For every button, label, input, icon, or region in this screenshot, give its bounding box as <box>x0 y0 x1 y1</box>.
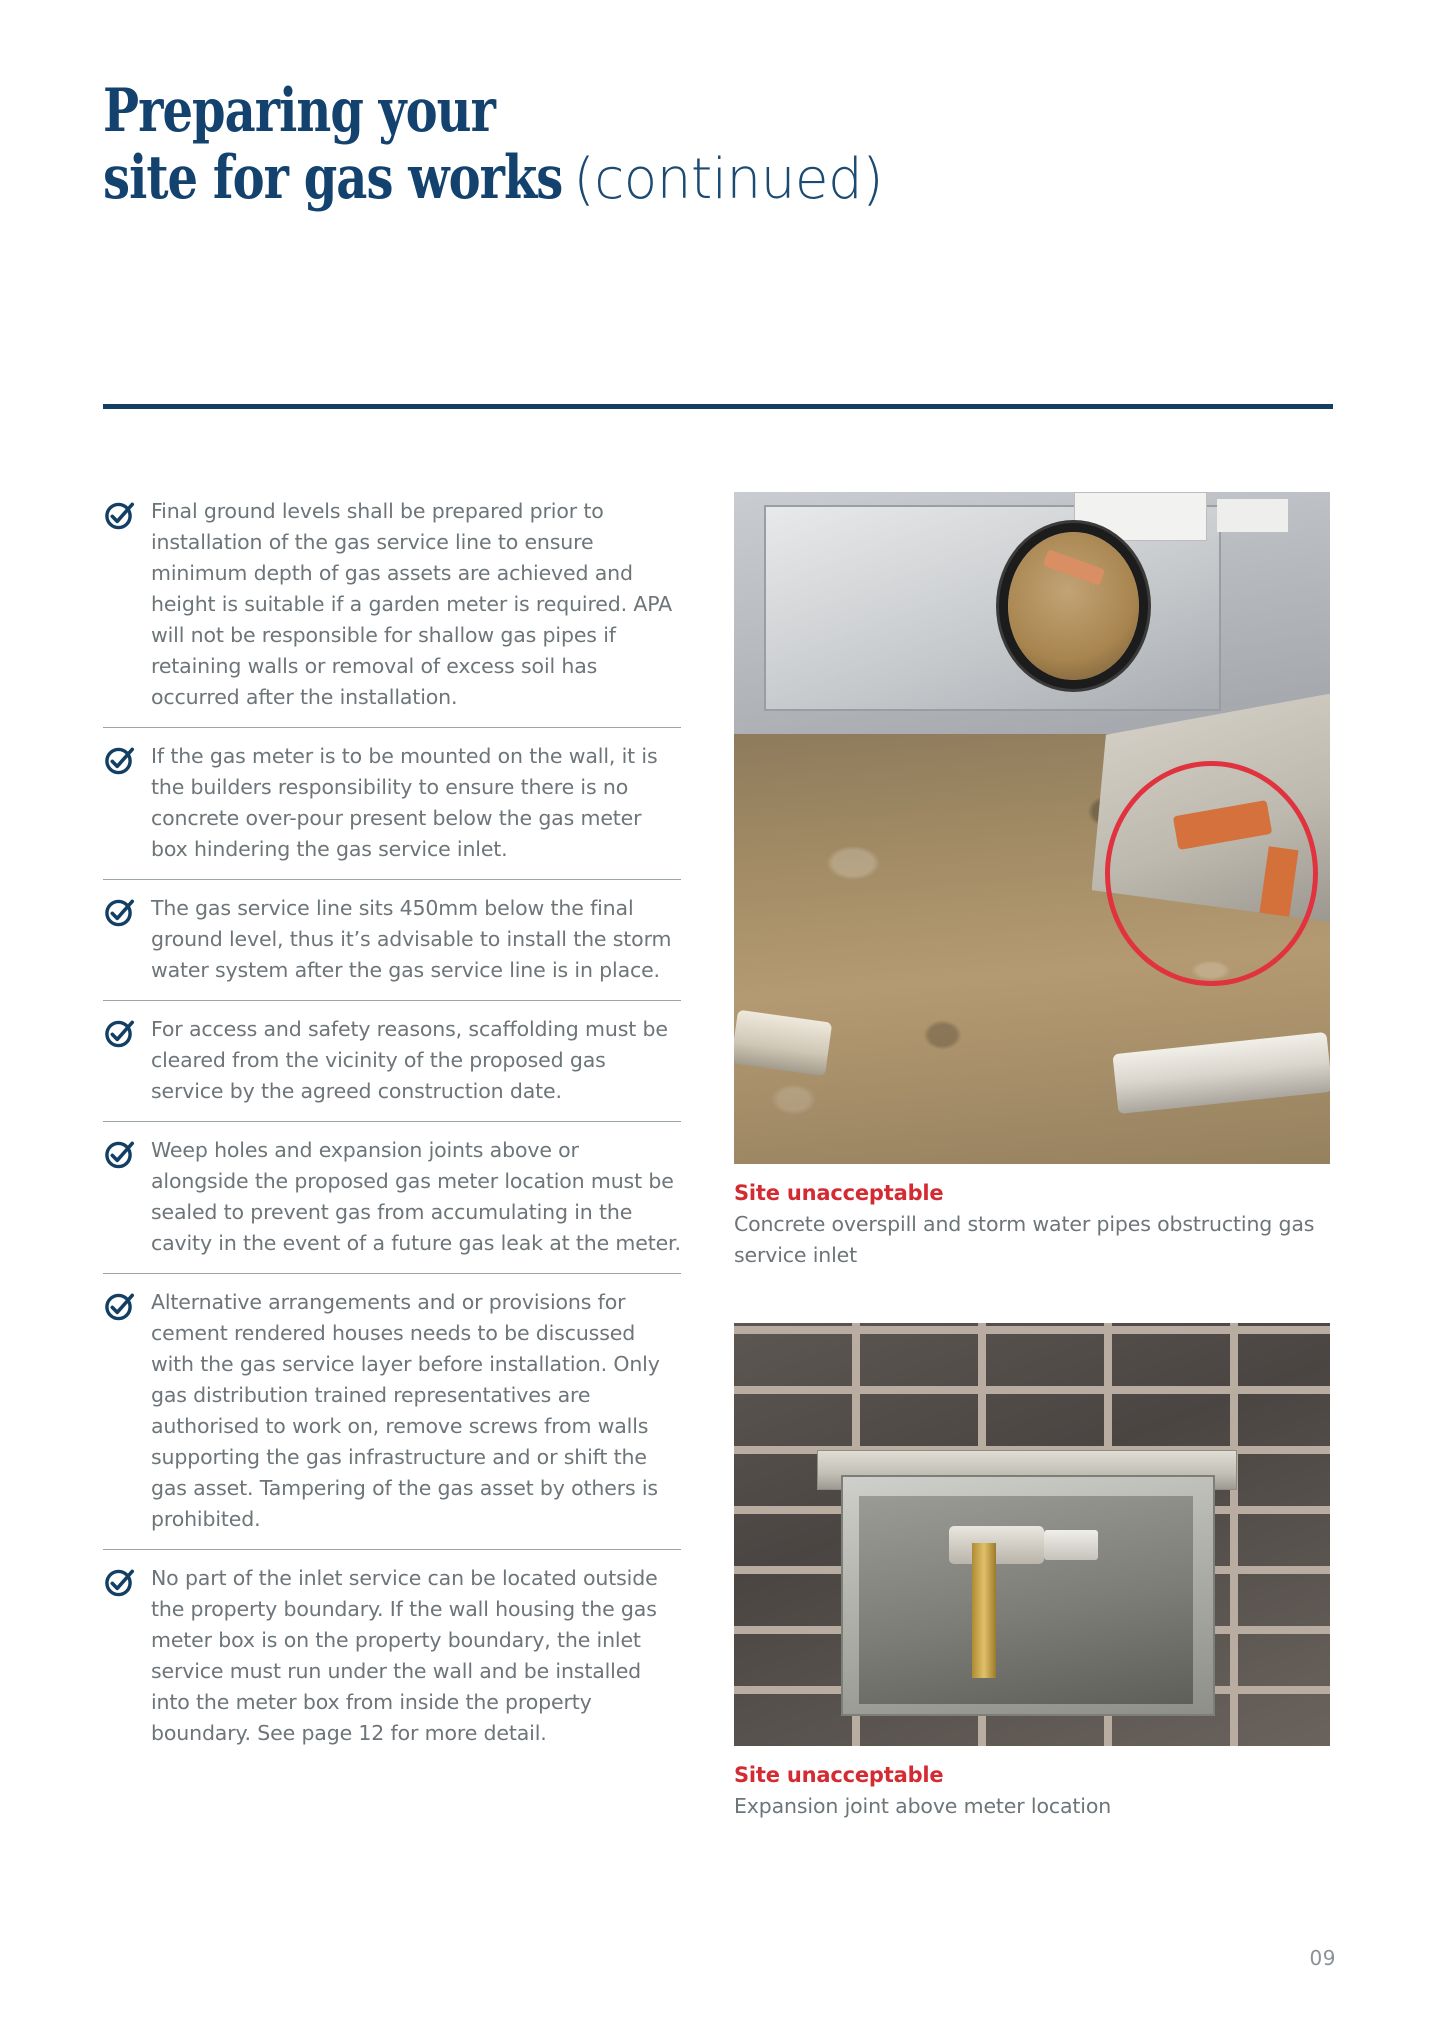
list-item-text: Weep holes and expansion joints above or alongside the proposed gas meter location must be sealed to prevent gas from accumulating in the cavity in the event of a future gas leak at the meter. <box>151 1138 681 1255</box>
page-title-line-2-main: site for gas works <box>103 143 563 214</box>
list-item <box>103 1550 681 1763</box>
list-item <box>103 492 681 728</box>
figure-1-caption-title: Site unacceptable <box>734 1181 944 1205</box>
title-divider-rule <box>103 404 1333 409</box>
page-title <box>103 78 1303 212</box>
check-circle-icon <box>103 1016 137 1050</box>
list-item <box>103 1274 681 1550</box>
check-circle-icon <box>103 498 137 532</box>
list-item <box>103 1122 681 1274</box>
page-number: 09 <box>1309 1946 1336 1970</box>
list-item <box>103 728 681 880</box>
list-item-text: If the gas meter is to be mounted on the wall, it is the builders responsibility to ensure there is no concrete over-pour present below the gas meter box hindering the gas service inlet. <box>151 744 658 861</box>
figure-1 <box>734 492 1330 1271</box>
list-item-text: Alternative arrangements and or provisions for cement rendered houses needs to be discussed with the gas service layer before installation. Only gas distribution trained representatives are authorised to work on, remove screws from walls supporting the gas infrastructure and or shift the gas asset. Tampering of the gas asset by others is prohibited. <box>151 1290 660 1531</box>
bullet-list <box>103 492 681 1763</box>
check-circle-icon <box>103 1289 137 1323</box>
figure-2 <box>734 1323 1330 1822</box>
list-item <box>103 1001 681 1122</box>
figure-2-caption-title: Site unacceptable <box>734 1763 944 1787</box>
list-item-text: For access and safety reasons, scaffolding must be cleared from the vicinity of the proposed gas service by the agreed construction date. <box>151 1017 668 1103</box>
page-title-line-1: Preparing your <box>103 76 495 146</box>
figure-1-caption-body: Concrete overspill and storm water pipes obstructing gas service inlet <box>734 1212 1315 1267</box>
photo-expansion-joint <box>734 1323 1330 1746</box>
figure-column <box>734 492 1330 1822</box>
page-title-line-2 <box>103 145 1063 212</box>
list-item <box>103 880 681 1001</box>
check-circle-icon <box>103 1565 137 1599</box>
list-item-text: The gas service line sits 450mm below the final ground level, thus it’s advisable to install the storm water system after the gas service line is in place. <box>151 896 672 982</box>
check-circle-icon <box>103 895 137 929</box>
page-title-continued: (continued) <box>573 147 884 213</box>
list-item-text: Final ground levels shall be prepared prior to installation of the gas service line to ensure minimum depth of gas assets are achieved and height is suitable if a garden meter is required. APA will not be responsible for shallow gas pipes if retaining walls or removal of excess soil has occurred after the installation. <box>151 499 672 709</box>
list-item-text: No part of the inlet service can be located outside the property boundary. If the wall housing the gas meter box is on the property boundary, the inlet service must run under the wall and be installed into the meter box from inside the property boundary. See page 12 for more detail. <box>151 1566 658 1745</box>
photo-concrete-overspill <box>734 492 1330 1164</box>
check-circle-icon <box>103 743 137 777</box>
figure-2-caption-body: Expansion joint above meter location <box>734 1794 1112 1818</box>
check-circle-icon <box>103 1137 137 1171</box>
figure-spacer <box>734 1271 1330 1323</box>
